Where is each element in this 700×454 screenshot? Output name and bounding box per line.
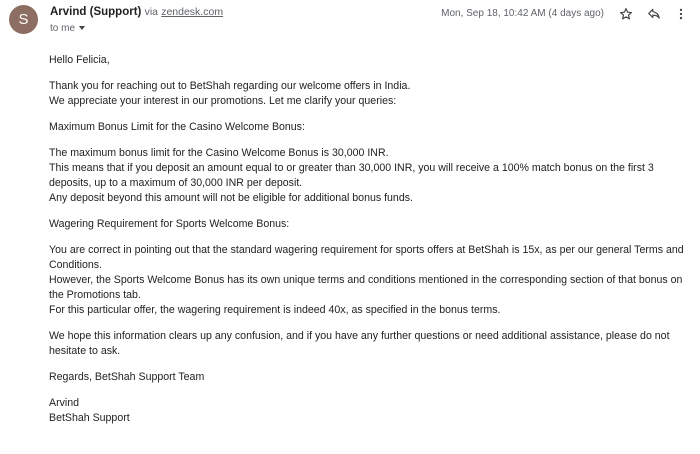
body-line: Any deposit beyond this amount will not be eligible for additional bonus funds. bbox=[49, 192, 413, 204]
avatar[interactable] bbox=[9, 5, 38, 34]
signature-name: Arvind bbox=[49, 397, 80, 409]
star-button[interactable] bbox=[616, 4, 636, 24]
message-date: Mon, Sep 18, 10:42 AM (4 days ago) bbox=[441, 8, 604, 19]
sender-name[interactable]: Arvind (Support) bbox=[50, 6, 142, 18]
reply-icon bbox=[647, 7, 661, 21]
intro-paragraph bbox=[49, 79, 694, 109]
signature-team: BetShah Support bbox=[49, 412, 130, 424]
recipient-label: to me bbox=[50, 23, 76, 34]
avatar-letter: S bbox=[18, 11, 29, 28]
chevron-down-icon bbox=[79, 26, 85, 30]
section-paragraph bbox=[49, 243, 694, 318]
via-domain-link[interactable]: zendesk.com bbox=[161, 6, 224, 18]
section-heading: Maximum Bonus Limit for the Casino Welcome Bonus: bbox=[49, 121, 305, 133]
body-line: For this particular offer, the wagering requirement is indeed 40x, as specified in the bonus terms. bbox=[49, 304, 501, 316]
closing-paragraph: We hope this information clears up any confusion, and if you have any further questions or need additional assistance, please do not hesitate to ask. bbox=[49, 330, 670, 357]
body-line: You are correct in pointing out that the standard wagering requirement for sports offers at BetShah is 15x, as per our general Terms and Conditions. bbox=[49, 244, 684, 271]
body-line: We appreciate your interest in our promotions. Let me clarify your queries: bbox=[49, 95, 397, 107]
email-body bbox=[49, 53, 694, 437]
section-heading: Wagering Requirement for Sports Welcome Bonus: bbox=[49, 218, 290, 230]
recipient-details-toggle[interactable] bbox=[50, 23, 85, 34]
body-line: This means that if you deposit an amount equal to or greater than 30,000 INR, you will receive a 100% match bonus on the first 3 deposits, up to a maximum of 30,000 INR per deposit. bbox=[49, 162, 654, 189]
more-options-button[interactable] bbox=[671, 4, 691, 24]
signature bbox=[49, 396, 694, 426]
body-line: However, the Sports Welcome Bonus has its own unique terms and conditions mentioned in the corresponding section of that bonus on the Promotions tab. bbox=[49, 274, 683, 301]
section-paragraph bbox=[49, 146, 694, 206]
regards-line: Regards, BetShah Support Team bbox=[49, 371, 205, 383]
greeting: Hello Felicia, bbox=[49, 54, 110, 66]
via-label: via bbox=[144, 6, 158, 18]
star-icon bbox=[619, 7, 633, 21]
sender-line bbox=[50, 6, 223, 18]
body-line: The maximum bonus limit for the Casino Welcome Bonus is 30,000 INR. bbox=[49, 147, 389, 159]
more-vertical-icon bbox=[674, 7, 688, 21]
reply-button[interactable] bbox=[644, 4, 664, 24]
body-line: Thank you for reaching out to BetShah regarding our welcome offers in India. bbox=[49, 80, 411, 92]
